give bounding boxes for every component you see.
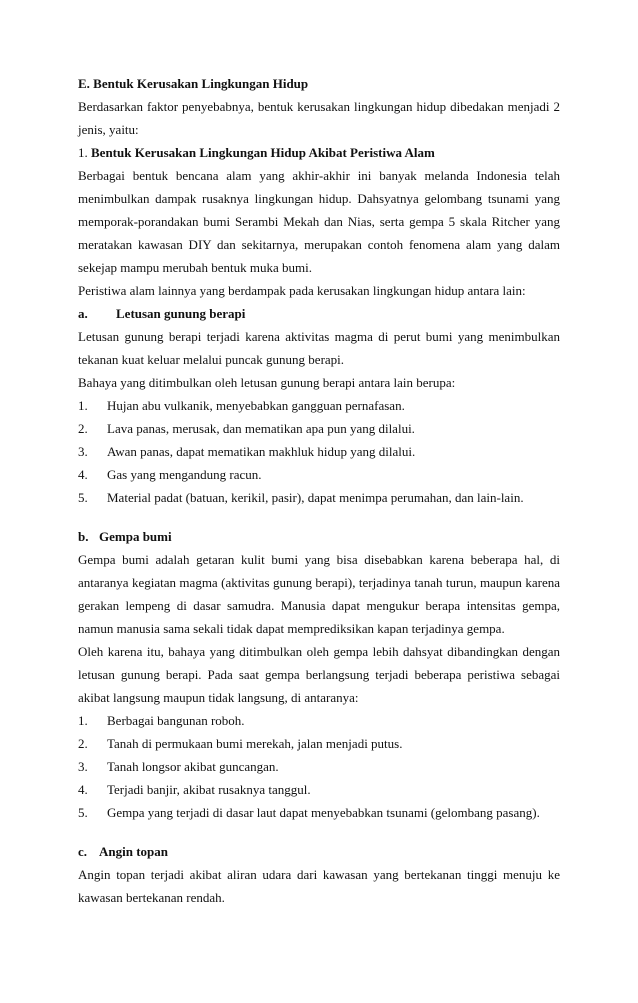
list-item: 2. Lava panas, merusak, dan mematikan apa pun yang dilalui.	[78, 421, 415, 436]
section-1-title: Bentuk Kerusakan Lingkungan Hidup Akibat Peristiwa Alam	[91, 145, 435, 160]
section-1-heading	[78, 141, 560, 164]
list-item: 1. Berbagai bangunan roboh.	[78, 713, 245, 728]
sub-b-heading	[78, 525, 560, 548]
spacer	[78, 509, 560, 525]
sub-b-body2: Oleh karena itu, bahaya yang ditimbulkan oleh gempa lebih dahsyat dibandingkan dengan letusan gunung berapi. Pada saat gempa berlangsung terjadi beberapa peristiwa sebagai akibat langsung maupun tidak langsung, di antaranya:	[78, 644, 560, 705]
sub-c-heading	[78, 840, 560, 863]
sub-a-title: Letusan gunung berapi	[116, 306, 246, 321]
section-e-title: E. Bentuk Kerusakan Lingkungan Hidup	[78, 76, 309, 91]
sub-c-marker: c.	[78, 844, 88, 859]
sub-a-lead: Bahaya yang ditimbulkan oleh letusan gunung berapi antara lain berupa:	[78, 375, 456, 390]
list-item: 5. Gempa yang terjadi di dasar laut dapat menyebabkan tsunami (gelombang pasang).	[78, 805, 540, 820]
sub-b-list	[78, 709, 560, 824]
section-1-lead: Peristiwa alam lainnya yang berdampak pada kerusakan lingkungan hidup antara lain:	[78, 283, 526, 298]
sub-a-marker: a.	[78, 306, 88, 321]
sub-a-list	[78, 394, 560, 509]
sub-b-body: Gempa bumi adalah getaran kulit bumi yang bisa disebabkan karena beberapa hal, di antaranya kegiatan magma (aktivitas gunung berapi), terjadinya tanah turun, maupun karena gerakan lempeng di dasar samudra. Manusia dapat mengukur berapa intensitas gempa, namun manusia sama sekali tidak dapat memprediksikan kapan terjadinya gempa.	[78, 552, 560, 636]
section-1-body: Berbagai bentuk bencana alam yang akhir-akhir ini banyak melanda Indonesia telah menimbulkan dampak rusaknya lingkungan hidup. Dahsyatnya gelombang tsunami yang memporak-porandakan bumi Serambi Mekah dan Nias, serta gempa 5 skala Ritcher yang meratakan kawasan DIY dan sekitarnya, merupakan contoh fenomena alam yang dalam sekejap mampu merubah bentuk muka bumi.	[78, 168, 560, 275]
section-e-intro: Berdasarkan faktor penyebabnya, bentuk kerusakan lingkungan hidup dibedakan menjadi 2 jenis, yaitu:	[78, 99, 560, 137]
spacer	[78, 824, 560, 840]
list-item: 4. Gas yang mengandung racun.	[78, 467, 262, 482]
sub-a-body: Letusan gunung berapi terjadi karena aktivitas magma di perut bumi yang menimbulkan tekanan kuat keluar melalui puncak gunung berapi.	[78, 329, 560, 367]
list-item: 2. Tanah di permukaan bumi merekah, jalan menjadi putus.	[78, 736, 403, 751]
sub-b-title: Gempa bumi	[99, 529, 172, 544]
list-item: 3. Tanah longsor akibat guncangan.	[78, 759, 279, 774]
list-item: 5. Material padat (batuan, kerikil, pasir), dapat menimpa perumahan, dan lain-lain.	[78, 490, 524, 505]
sub-b-marker: b.	[78, 529, 89, 544]
sub-c-body: Angin topan terjadi akibat aliran udara dari kawasan yang bertekanan tinggi menuju ke kawasan bertekanan rendah.	[78, 867, 560, 905]
section-1-number: 1.	[78, 145, 88, 160]
list-item: 1. Hujan abu vulkanik, menyebabkan gangguan pernafasan.	[78, 398, 405, 413]
list-item: 3. Awan panas, dapat mematikan makhluk hidup yang dilalui.	[78, 444, 416, 459]
sub-c-title: Angin topan	[99, 844, 168, 859]
sub-a-heading	[78, 302, 560, 325]
list-item: 4. Terjadi banjir, akibat rusaknya tanggul.	[78, 782, 311, 797]
